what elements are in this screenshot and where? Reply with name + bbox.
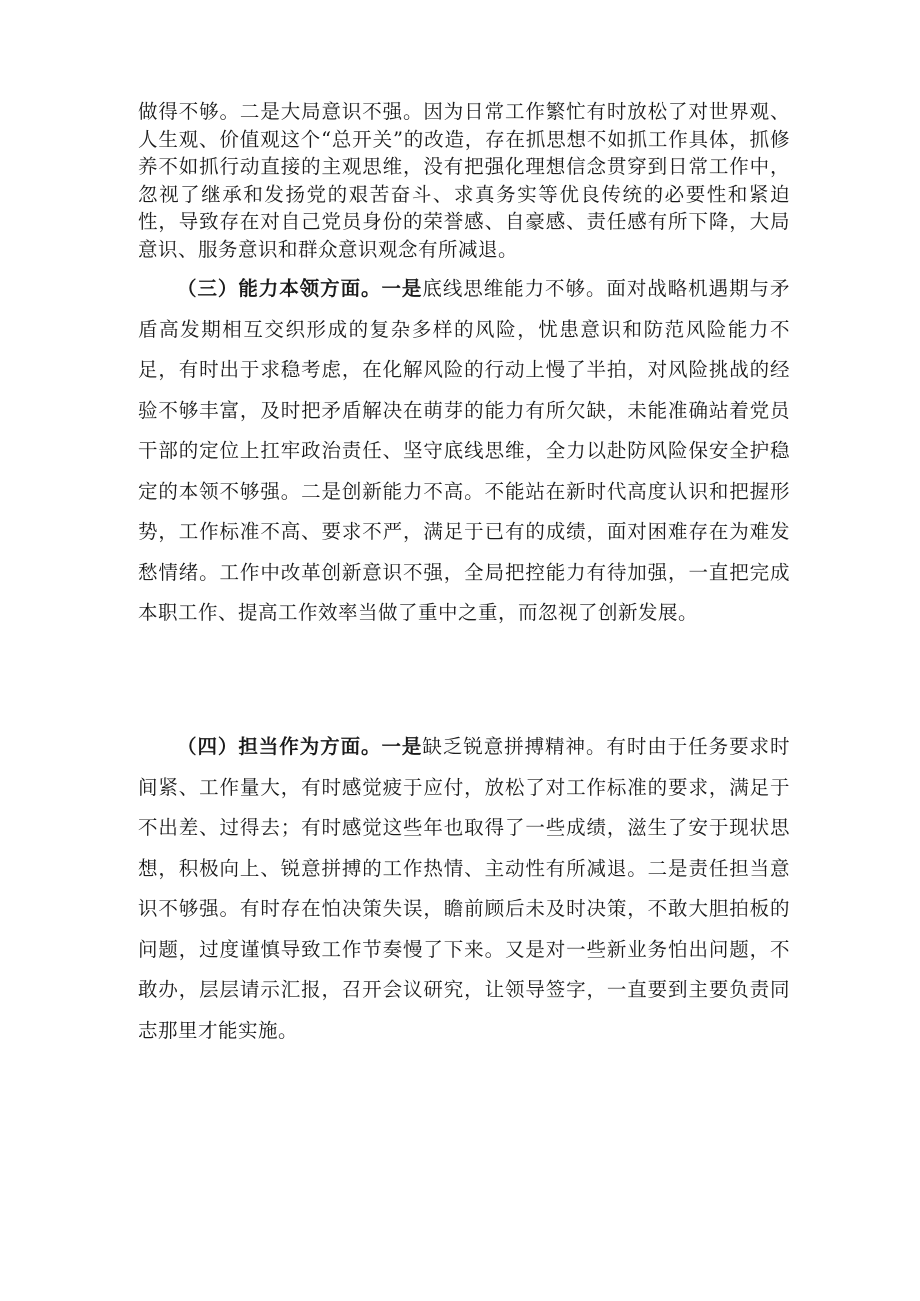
section-heading-responsibility: （四）担当作为方面。 — [177, 735, 382, 758]
lead-marker: 一是 — [381, 277, 423, 300]
section-heading-ability: （三）能力本领方面。 — [177, 277, 382, 300]
paragraph-responsibility — [138, 727, 790, 1051]
paragraph-text: 做得不够。二是大局意识不强。因为日常工作繁忙有时放松了对世界观、人生观、价值观这个“总开关”的改造，存在抓思想不如抓工作具体，抓修养不如抓行动直接的主观思维，没有把强化理想信念贯穿到日常工作中，忽视了继承和发扬党的艰苦奋斗、求真务实等优良传统的必要性和紧迫性，导致存在对自己党员身份的荣誉感、自豪感、责任感有所下降，大局意识、服务意识和群众意识观念有所减退。 — [138, 100, 790, 261]
paragraph-ability — [138, 269, 790, 634]
lead-marker: 一是 — [381, 735, 423, 758]
paragraph-text: 缺乏锐意拼搏精神。有时由于任务要求时间紧、工作量大，有时感觉疲于应付，放松了对工作标准的要求，满足于不出差、过得去；有时感觉这些年也取得了一些成绩，滋生了安于现状思想，积极向上、锐意拼搏的工作热情、主动性有所减退。二是责任担当意识不够强。有时存在怕决策失误，瞻前顾后未及时决策，不敢大胆拍板的问题，过度谨慎导致工作节奏慢了下来。又是对一些新业务怕出问题，不敢办，层层请示汇报，召开会议研究，让领导签字，一直要到主要负责同志那里才能实施。 — [138, 735, 790, 1042]
paragraph-text: 底线思维能力不够。面对战略机遇期与矛盾高发期相互交织形成的复杂多样的风险，忧患意识和防范风险能力不足，有时出于求稳考虑，在化解风险的行动上慢了半拍，对风险挑战的经验不够丰富，及时把矛盾解决在萌芽的能力有所欠缺，未能准确站着党员干部的定位上扛牢政治责任、坚守底线思维，全力以赴防风险保安全护稳定的本领不够强。二是创新能力不高。不能站在新时代高度认识和把握形势，工作标准不高、要求不严，满足于已有的成绩，面对困难存在为难发愁情绪。工作中改革创新意识不强，全局把控能力有待加强，一直把完成本职工作、提高工作效率当做了重中之重，而忽视了创新发展。 — [138, 277, 790, 624]
paragraph-continued — [138, 98, 790, 263]
